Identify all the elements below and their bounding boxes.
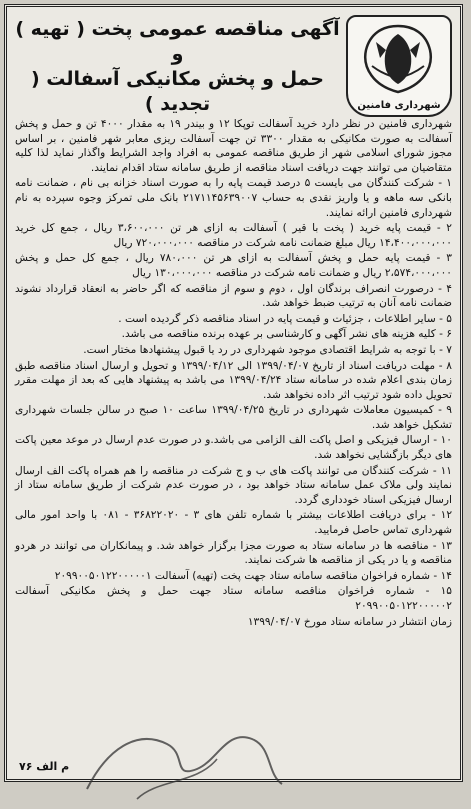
notice-title bbox=[13, 17, 342, 117]
clause-7: ۷ - با توجه به شرایط اقتصادی موجود شهرداری در رد یا قبول پیشنهادها مختار است. bbox=[83, 343, 452, 356]
clause-9: ۹ - کمیسیون معاملات شهرداری در تاریخ ۱۳۹۹/۰۴/۲۵ ساعت ۱۰ صبح در سالن جلسات شهرداری تشکیل خواهد شد. bbox=[15, 404, 452, 431]
clause-10: ۱۰ - ارسال فیزیکی و اصل پاکت الف الزامی می باشد.و در صورت عدم ارسال در موعد معین پاکت های دیگر بازگشایی نخواهد شد. bbox=[15, 434, 452, 462]
title-line-2: حمل و پخش مکانیکی آسفالت ( تجدید ) bbox=[30, 68, 324, 115]
ad-code: م الف ۷۶ bbox=[19, 760, 70, 773]
clause-4: ۴ - درصورت انصراف برندگان اول ، دوم و سوم از مناقصه که اگر حاضر به انعقاد قرارداد نشوند ضمانت نامه آنان به ترتیب ضبط خواهد شد. bbox=[15, 282, 452, 310]
clause-5: ۵ - سایر اطلاعات ، جزئیات و قیمت پایه در اسناد مناقصه ذکر گردیده است . bbox=[118, 312, 452, 325]
clause-6: ۶ - کلیه هزینه های نشر آگهی و کارشناسی بر عهده برنده مناقصه می باشد. bbox=[121, 328, 452, 341]
notice-body bbox=[15, 117, 452, 630]
clause-1: ۱ - شرکت کنندگان می بایست ۵ درصد قیمت پایه را به صورت اسناد خزانه بی نام ، ضمانت نامه بانکی سه ماهه و یا واریز نقدی به حساب ۲۱۷۱۱۴۵۶۳۹۰۰۷ بانک ملی تمرکز وجوه سپرده به نام شهرداری فامنین ارائه نمایند. bbox=[15, 177, 453, 219]
clause-8: ۸ - مهلت دریافت اسناد از تاریخ ۱۳۹۹/۰۴/۰۷ الی ۱۳۹۹/۰۴/۱۲ و تحویل و ارسال اسناد مناقصه طبق زمان بندی اعلام شده در سامانه ستاد ۱۳۹۹/۰۴/۲۴ می باشد به پیشنهاد هایی که بعد از مهلت مقرر تحویل داده شود ترتیب اثر داده نخواهد شد. bbox=[15, 359, 452, 401]
intro-paragraph: شهرداری فامنین در نظر دارد خرید آسفالت توپکا ۱۲ و بیندر ۱۹ به مقدار ۴۰۰۰ تن و حمل و پخش آسفالت به صورت مکانیکی به مقدار ۳۳۰۰ تن جهت آسفالت ریزی معابر شهر فامنین ، بر اساس مجوز شورای اسلامی شهر از طریق مناقصه عمومی به افراد واجد الشرایط واگذار نماید لذا کلیه متقاضیان می توانند جهت دریافت اسناد مناقصه از طریق سامانه ستاد اقدام نمایند. bbox=[15, 118, 452, 174]
clause-13: ۱۳ - مناقصه ها در سامانه ستاد به صورت مجزا برگزار خواهد شد. و پیمانکاران می توانند در هردو مناقصه و یا در یکی از مناقصه ها شرکت نمایند. bbox=[15, 539, 452, 567]
clause-2: ۲ - قیمت پایه خرید ( پخت با قیر ) آسفالت به ازای هر تن ۳،۶۰۰،۰۰۰ ریال ، جمع کل خرید ۱۴،۴۰۰،۰۰۰،۰۰۰ ریال مبلغ ضمانت نامه شرکت در مناقصه ۷۲۰،۰۰۰،۰۰۰ ریال bbox=[15, 222, 452, 249]
clause-14: ۱۴ - شماره فراخوان مناقصه سامانه ستاد جهت پخت (تهیه) آسفالت ۲۰۹۹۰۰۵۰۱۲۲۰۰۰۰۰۱ bbox=[54, 569, 452, 582]
signature-stamp-icon bbox=[77, 689, 287, 809]
publish-date: زمان انتشار در سامانه ستاد مورخ ۱۳۹۹/۰۴/۰۷ bbox=[247, 615, 452, 628]
municipality-logo bbox=[346, 15, 452, 117]
notice-header bbox=[7, 7, 460, 125]
logo-caption: شهرداری فامنین bbox=[357, 100, 441, 111]
clause-3: ۳ - قیمت پایه حمل و پخش آسفالت به ازای هر تن ۷۸۰،۰۰۰ ریال ، جمع کل حمل و پخش ۲،۵۷۴،۰۰۰،۰۰۰ ریال و ضمانت نامه شرکت در مناقصه ۱۳۰،۰۰۰،۰۰۰ ریال bbox=[15, 252, 452, 279]
notice-sheet bbox=[4, 4, 463, 782]
logo-emblem-icon bbox=[352, 20, 444, 98]
clause-11: ۱۱ - شرکت کنندگان می توانند پاکت های ب و ج شرکت در مناقصه را هم همراه پاکت الف ارسال نمایند ولی ملاک عمل سامانه ستاد خواهد بود ، در صورت عدم شرکت از طریق سامانه ستاد از ارسال فیزیکی اسناد خودداری گردد. bbox=[15, 464, 452, 506]
clause-15: ۱۵ - شماره فراخوان مناقصه سامانه ستاد جهت حمل و پخش مکانیکی آسفالت ۲۰۹۹۰۰۵۰۱۲۲۰۰۰۰۰۲ bbox=[15, 585, 452, 612]
title-line-1: آگهی مناقصه عمومی پخت ( تهیه ) و bbox=[15, 18, 340, 65]
clause-12: ۱۲ - برای دریافت اطلاعات بیشتر با شماره تلفن های ۳ - ۳۶۸۲۲۰۲۰ - ۰۸۱ با واحد امور مالی شهرداری تماس حاصل فرمایید. bbox=[15, 509, 453, 537]
